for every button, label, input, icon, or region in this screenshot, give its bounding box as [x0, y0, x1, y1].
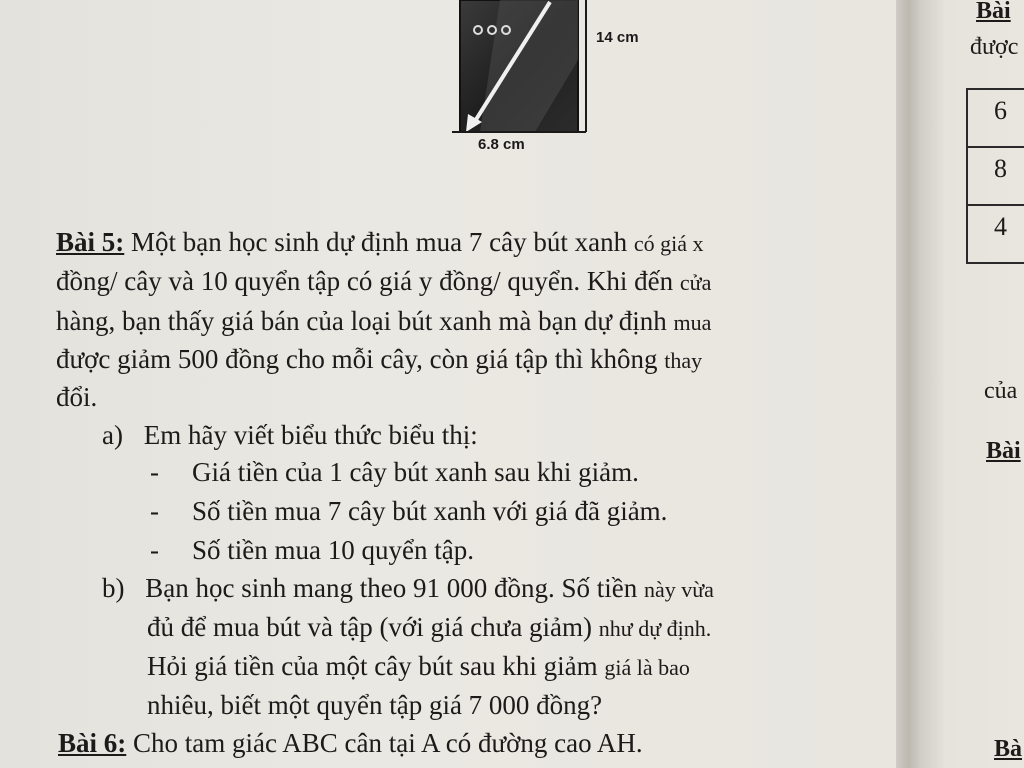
bullet-dash-1: - [150, 457, 159, 487]
bai5-text-2: đồng/ cây và 10 quyển tập có giá y đồng/ quyển. Khi đến [56, 266, 674, 296]
part-a-item-3-text: Số tiền mua 10 quyển tập. [192, 535, 474, 565]
part-a-item-1-text: Giá tiền của 1 cây bút xanh sau khi giảm. [192, 457, 639, 487]
part-b-line-2 [147, 612, 711, 643]
height-label: 14 cm [596, 29, 639, 46]
bai5-text-3: hàng, bạn thấy giá bán của loại bút xanh mà bạn dự định [56, 306, 667, 336]
right-mid-word: của [984, 378, 1018, 404]
part-b-line-1 [102, 573, 714, 604]
part-a-line [102, 420, 478, 451]
part-a-item-2-text: Số tiền mua 7 cây bút xanh với giá đã giảm. [192, 496, 668, 526]
bai5-line-1 [56, 227, 703, 258]
right-bottom-heading: Bà [994, 736, 1023, 762]
part-b-line-4 [147, 690, 602, 721]
width-label: 6.8 cm [478, 136, 525, 153]
part-b-text-4: nhiêu, biết một quyển tập giá 7 000 đồng? [147, 690, 603, 720]
right-mid-heading: Bài [986, 438, 1021, 464]
right-table-cell: 8 [968, 148, 1024, 206]
bai5-text-2b: cửa [679, 270, 712, 295]
part-b-text-3: Hỏi giá tiền của một cây bút sau khi giảm [147, 651, 598, 681]
part-b-line-3 [147, 651, 690, 682]
bai5-line-4 [56, 344, 702, 375]
part-b-text-2: đủ để mua bút và tập (với giá chưa giảm) [147, 612, 593, 642]
part-b-text-1b: này vừa [643, 577, 714, 602]
bai5-text-1: Một bạn học sinh dự định mua 7 cây bút xanh [131, 227, 628, 257]
bai5-text-4: được giảm 500 đồng cho mỗi cây, còn giá tập thì không [56, 344, 658, 374]
bai6-text: Cho tam giác ABC cân tại A có đường cao AH. [133, 728, 643, 758]
bai6-line [58, 728, 643, 759]
bai5-text-1b: có giá x [633, 231, 704, 256]
right-top-heading: Bài [976, 0, 1011, 24]
bai5-text-4b: thay [664, 348, 703, 373]
bullet-dash-2: - [150, 496, 159, 526]
part-b-text-3b: giá là bao [604, 655, 690, 680]
part-a-item-1 [150, 457, 639, 488]
right-table-cell: 6 [968, 90, 1024, 148]
part-a-text: Em hãy viết biểu thức biểu thị: [143, 420, 478, 450]
right-top-word: được [970, 34, 1019, 60]
bai5-label: Bài 5: [56, 227, 125, 257]
phone-illustration [440, 0, 680, 160]
part-b-marker: b) [102, 573, 125, 603]
part-a-item-2 [150, 496, 667, 527]
right-table [966, 88, 1024, 264]
phone-figure [440, 0, 680, 160]
part-b-text-1: Bạn học sinh mang theo 91 000 đồng. Số tiền [145, 573, 638, 603]
bai5-line-3 [56, 306, 711, 337]
part-b-text-2b: như dự định. [598, 616, 712, 641]
bai5-text-5: đổi. [56, 382, 98, 412]
bai6-label: Bài 6: [58, 728, 127, 758]
bai5-text-3b: mua [673, 310, 712, 335]
part-a-item-3 [150, 535, 474, 566]
bai5-line-5 [56, 382, 97, 413]
bullet-dash-3: - [150, 535, 159, 565]
right-table-cell: 4 [968, 206, 1024, 264]
part-a-marker: a) [102, 420, 123, 450]
bai5-line-2 [56, 266, 711, 297]
